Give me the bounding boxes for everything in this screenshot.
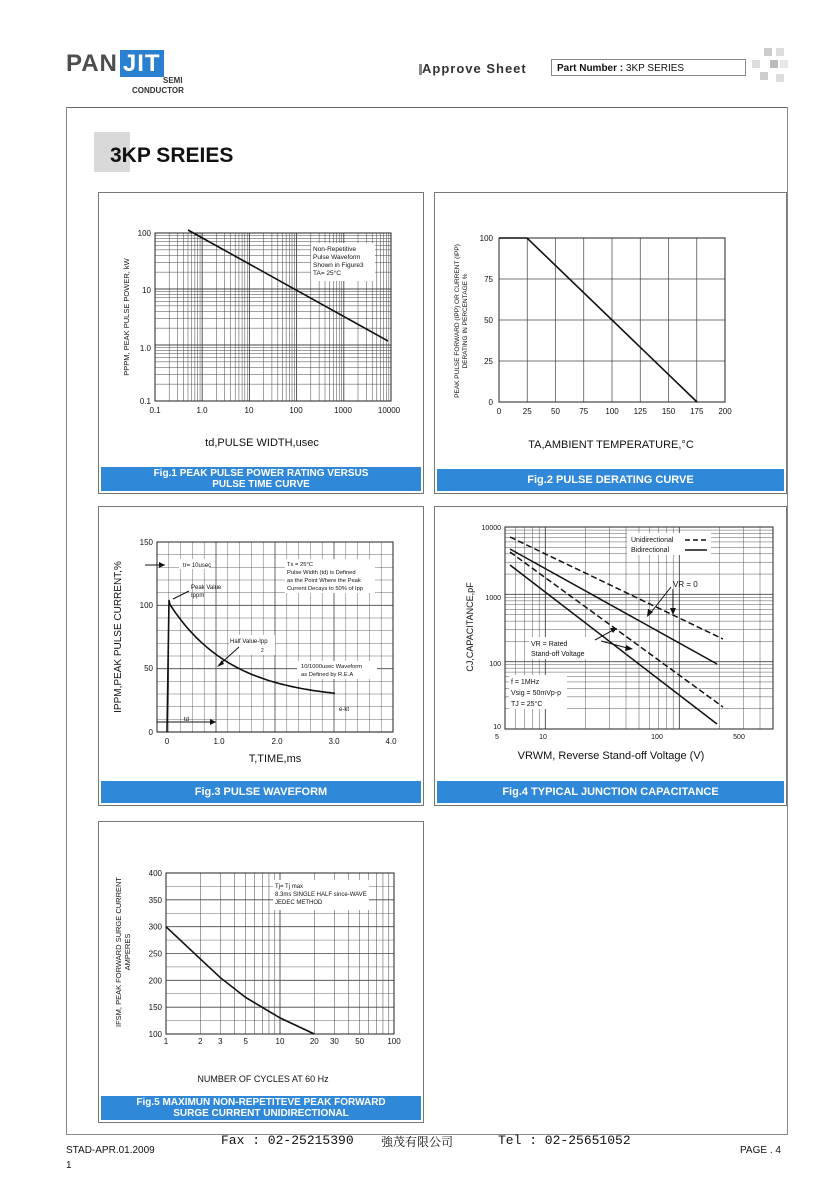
fig5-xtick: 2 [198,1037,203,1046]
fig2-xtick: 75 [579,407,589,416]
fig3-ytick: 100 [139,601,153,610]
fig3-note: as the Point Where the Peak [287,578,361,584]
fig2-ytick: 50 [484,316,493,325]
fig4-rated-label: Stand-off Voltage [531,651,585,658]
fig4-ylabel: CJ,CAPACITANCE,pF [465,582,475,672]
fig2-xtick: 175 [690,407,704,416]
fig5-xtick: 5 [243,1037,248,1046]
fig4-legend-uni: Unidirectional [631,537,674,544]
fig1-caption-line: Fig.1 PEAK PULSE POWER RATING VERSUS [153,468,369,479]
fig4-cond: TJ = 25°C [511,701,543,708]
fig3-xtick: 3.0 [328,737,340,746]
fig4-ytick: 1000 [485,595,501,602]
fig2-ytick: 100 [479,234,493,243]
fig5-ytick: 100 [148,1030,162,1039]
part-number-label: Part Number : [557,63,624,74]
fig5-xtick: 10 [275,1037,285,1046]
fig4-xlabel: VRWM, Reverse Stand-off Voltage (V) [517,750,705,762]
fig3-xtick: 1.0 [213,737,225,746]
fig4-ytick: 100 [489,661,501,668]
fig3-note: as Defined by R.E.A [301,672,354,678]
fig5-ytick: 400 [148,869,162,878]
fig1-xtick: 1.0 [196,406,208,415]
fig2-xtick: 125 [633,407,647,416]
fig5-xtick: 20 [309,1037,319,1046]
fig5-caption-line: SURGE CURRENT UNIDIRECTIONAL [173,1108,349,1119]
fig4-xtick: 10 [539,734,547,741]
fig3-tr-label: tr= 10usec [183,563,212,569]
fig3-half-frac: 2 [261,648,264,654]
fig3-xlabel: T,TIME,ms [248,753,302,765]
fig4-ytick: 10 [493,724,501,731]
fig5-note: JEDEC METHOD [275,900,323,906]
fig2-ylabel: DERATING IN PERCENTAGE % [462,273,469,369]
fig4-chart [435,507,788,807]
doc-num: 1 [66,1160,72,1171]
fig3-ytick: 50 [144,664,153,673]
fig3-ekt-label: e-kt [339,707,350,713]
fig1-xtick: 10000 [377,406,401,415]
fig3-chart [99,507,425,807]
fig1-note: Non-Repetitive [313,246,356,253]
fig3-note: Tx = 25°C [287,562,313,568]
fig2-xtick: 0 [496,407,502,416]
fig4-legend-bi: Bidirectional [631,547,670,554]
fig2-xtick: 100 [605,407,619,416]
fig5-ytick: 300 [148,922,162,932]
fig5-xtick: 50 [355,1037,365,1046]
tel-number: Tel : 02-25651052 [498,1133,631,1148]
fig2-xtick: 200 [718,407,732,416]
fig1-ylabel: PPPM, PEAK PULSE POWER, kW [122,258,131,376]
fig5-xtick: 100 [387,1037,401,1046]
fax-number: Fax : 02-25215390 [221,1133,354,1148]
fig5-ytick: 200 [148,976,162,986]
fig1-ytick: 10 [142,286,151,295]
fig5-caption [101,1096,421,1120]
fig3-xtick: 4.0 [385,737,397,746]
fig4-caption: Fig.4 TYPICAL JUNCTION CAPACITANCE [437,781,784,803]
fig1-note: TA= 25°C [313,270,341,277]
part-number-value: 3KP SERIES [625,63,685,74]
fig1-ytick: 100 [137,229,151,238]
fig3-caption: Fig.3 PULSE WAVEFORM [101,781,421,803]
figure-2 [434,192,787,494]
fig2-ytick: 25 [484,357,493,366]
company-logo [66,50,164,78]
fig5-xtick: 1 [163,1037,169,1046]
fig2-xlabel: TA,AMBIENT TEMPERATURE,°C [528,439,694,451]
fig2-ylabel: PEAK PULSE FORWARD (IPP) OR CURRENT (IPP) [454,244,461,398]
fig3-peak-label: Ippm [191,593,205,599]
page-number: PAGE . 4 [740,1145,781,1156]
fig3-note: 10/1000usec Waveform [301,664,363,670]
fig3-peak-label: Peak Value [191,585,222,591]
fig2-caption: Fig.2 PULSE DERATING CURVE [437,469,784,491]
fig4-xtick: 5 [495,734,499,741]
fig5-note: 8.3ms SINGLE HALF since-WAVE [275,892,367,898]
fig2-ytick: 0 [488,398,493,407]
fig2-xtick: 150 [661,407,676,416]
figure-4 [434,506,787,806]
figure-5 [98,821,424,1123]
fig1-xtick: 1000 [334,406,352,415]
fig1-note: Pulse Waveform [313,254,361,261]
fig1-xtick: 100 [289,406,303,415]
fig4-vr0-label: VR = 0 [673,580,698,589]
fig5-xlabel: NUMBER OF CYCLES AT 60 Hz [197,1074,329,1084]
fig3-ytick: 0 [148,728,153,737]
logo-text: PAN [66,50,118,77]
fig3-td-label: td [184,717,190,723]
fig5-caption-line: Fig.5 MAXIMUN NON-REPETITEVE PEAK FORWARD [136,1097,386,1108]
fig3-note: Current Decays to 50% of Ipp [287,586,364,592]
checker-decoration-icon [752,48,788,84]
doc-code: STAD-APR.01.2009 [66,1145,155,1156]
fig1-caption [101,467,421,491]
part-number-box [551,59,746,76]
fig5-xtick: 30 [329,1037,339,1046]
figure-1 [98,192,424,494]
fig5-ytick: 250 [148,949,162,959]
fig3-xtick: 2.0 [271,737,283,746]
fig5-xtick: 3 [218,1037,223,1046]
fig2-chart [435,193,788,495]
company-name: 強茂有限公司 [381,1135,454,1149]
fig4-xtick: 500 [733,734,745,741]
fig3-half-label: Half Value-Ipp [230,639,268,645]
fig1-xtick: 0.1 [149,406,161,415]
fig4-cond: f = 1MHz [511,679,540,686]
fig5-ytick: 350 [148,895,162,905]
page-title: 3KP SREIES [110,144,234,167]
fig5-ytick: 150 [148,1003,162,1013]
fig3-note: Pulse Width (td) is Defined [287,570,356,576]
fig4-xtick: 100 [651,734,663,741]
fig1-caption-line: PULSE TIME CURVE [212,479,310,490]
fig4-ytick: 10000 [481,525,501,532]
approve-sheet-label: Approve Sheet [422,61,527,76]
fig2-ytick: 75 [484,275,493,284]
figure-3 [98,506,424,806]
fig5-ylabel: IFSM, PEAK FORWARD SURGE CURRENT [114,876,123,1028]
fig5-chart [99,822,425,1124]
fig1-ytick: 1.0 [139,344,151,353]
fig1-chart [99,193,425,495]
fig2-xtick: 50 [551,407,560,416]
logo-sub2: CONDUCTOR [132,86,184,95]
logo-accent: JIT [120,50,164,77]
fig3-ylabel: IPPM,PEAK PULSE CURRENT,% [113,561,124,713]
fig2-xtick: 25 [522,407,532,416]
fig1-xlabel: td,PULSE WIDTH,usec [205,437,319,449]
fig3-ytick: 150 [139,538,153,547]
fig4-rated-label: VR = Rated [531,641,568,648]
logo-sub1: SEMI [163,76,183,85]
fig5-ylabel: AMPERES [123,933,132,971]
fig1-ytick: 0.1 [139,397,151,406]
fig3-xtick: 0 [164,737,170,746]
fig1-xtick: 10 [244,406,254,415]
fig5-note: Tj= Tj max [275,884,304,890]
fig4-cond: Vsig = 50mVp-p [511,690,561,697]
fig1-note: Shown in Figure3 [313,262,364,269]
